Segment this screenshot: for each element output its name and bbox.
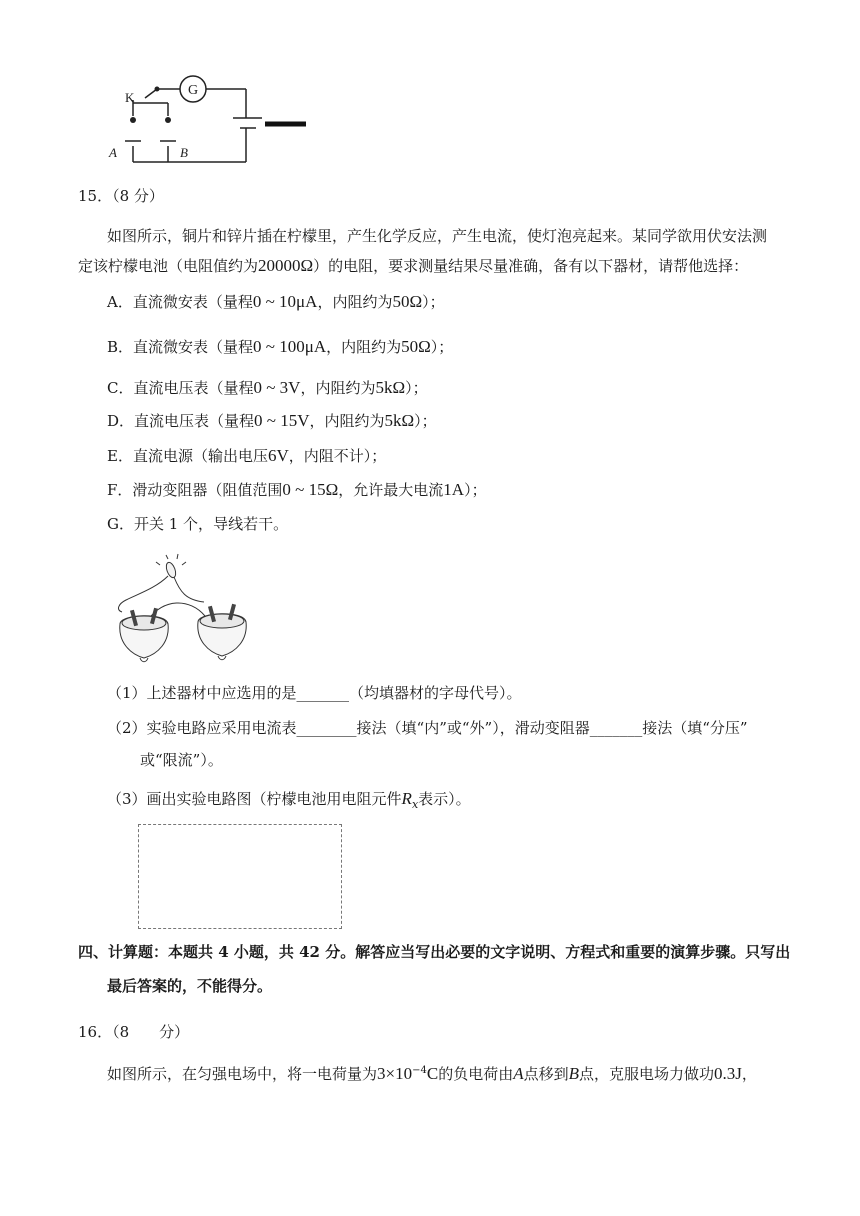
q16-text: 点，克服电场力做功 — [579, 1065, 715, 1083]
charge-value: 3×10 — [377, 1064, 413, 1083]
q15-sub2-line1: （2）实验电路应采用电流表________接法（填“内”或“外”），滑动变阻器_______接法（填“分压” — [107, 719, 748, 737]
option-text: A．直流微安表（量程 — [107, 293, 253, 311]
charge-unit: C — [426, 1064, 439, 1083]
q16-header: 16．（8 分） — [78, 1023, 190, 1041]
option-text: D．直流电压表（量程 — [107, 412, 255, 430]
resistor-subscript: x — [411, 798, 419, 811]
option-text: ，内阻不计）； — [288, 447, 387, 465]
point-a-label: A — [109, 145, 117, 160]
circuit-diagram-top — [100, 68, 315, 168]
q15-sub3 — [107, 789, 471, 815]
q15-sub3-text-end: 表示）。 — [418, 790, 471, 808]
option-range: 0 ~ 10μA — [252, 292, 318, 311]
option-range: 0 ~ 15Ω — [282, 480, 339, 499]
option-text: C．直流电压表（量程 — [107, 379, 254, 397]
option-range: 0 ~ 100μA — [253, 337, 327, 356]
switch-label: K — [125, 90, 135, 105]
option-text: ，内阻约为 — [317, 293, 393, 311]
q15-header: 15．（8 分） — [78, 187, 164, 205]
option-range: 0 ~ 15V — [254, 411, 310, 430]
circuit-drawing-box[interactable] — [138, 824, 342, 929]
option-e — [107, 446, 386, 466]
point-a: A — [513, 1064, 524, 1083]
option-resistance: 5kΩ — [384, 411, 415, 430]
q15-sub2-line2: 或“限流”）。 — [140, 751, 223, 769]
option-text: ，内阻约为 — [300, 379, 376, 397]
q16-text: 的负电荷由 — [438, 1065, 514, 1083]
option-current: 1A — [443, 480, 465, 499]
q15-sub1: （1）上述器材中应选用的是_______（均填器材的字母代号）。 — [107, 684, 522, 702]
work-value: 0.3J — [714, 1064, 742, 1083]
option-text: ，内阻约为 — [326, 338, 402, 356]
option-text: ）； — [414, 412, 437, 430]
option-text: ）； — [422, 293, 445, 311]
option-text: ，内阻约为 — [309, 412, 385, 430]
option-resistance: 50Ω — [401, 337, 431, 356]
option-g: G．开关 1 个，导线若干。 — [107, 515, 289, 533]
option-a — [107, 292, 445, 312]
q15-intro-text-end: ）的电阻，要求测量结果尽量准确，备有以下器材，请帮他选择： — [313, 257, 749, 275]
option-resistance: 5kΩ — [375, 378, 406, 397]
lemon-battery-illustration — [108, 550, 253, 668]
section4-line2: 最后答案的，不能得分。 — [107, 977, 273, 995]
section4-line1: 四、计算题：本题共 4 小题，共 42 分。解答应当写出必要的文字说明、方程式和重要的演算步骤。只写出 — [78, 943, 791, 961]
q15-sub3-text: （3）画出实验电路图（柠檬电池用电阻元件 — [107, 790, 402, 808]
option-text: F．滑动变阻器（阻值范围 — [107, 481, 283, 499]
option-text: E．直流电源（输出电压 — [107, 447, 268, 465]
option-f — [107, 480, 487, 500]
option-text: B．直流微安表（量程 — [107, 338, 254, 356]
option-c — [107, 378, 428, 398]
q16-text: ， — [741, 1065, 757, 1083]
option-d — [107, 411, 437, 431]
meter-label: G — [187, 83, 199, 98]
q15-resistance-value: 20000Ω — [258, 256, 314, 275]
q16-text: 如图所示，在匀强电场中，将一电荷量为 — [107, 1065, 378, 1083]
q15-intro-text: 定该柠檬电池（电阻值约为 — [78, 257, 259, 275]
option-b — [107, 337, 453, 357]
option-text: ，允许最大电流 — [338, 481, 444, 499]
option-text: ）； — [464, 481, 487, 499]
option-text: ）； — [430, 338, 454, 356]
option-text: ）； — [405, 379, 428, 397]
point-b-label: B — [180, 145, 188, 160]
option-range: 0 ~ 3V — [253, 378, 301, 397]
resistor-symbol: R — [401, 789, 412, 808]
q15-intro-line2 — [78, 256, 748, 276]
point-b: B — [568, 1064, 580, 1083]
option-resistance: 50Ω — [392, 292, 423, 311]
q15-intro-line1: 如图所示，铜片和锌片插在柠檬里，产生化学反应，产生电流，使灯泡亮起来。某同学欲用伏安法测 — [107, 227, 768, 245]
charge-exponent: −4 — [412, 1065, 427, 1076]
q16-line1 — [107, 1061, 757, 1084]
q16-text: 点移到 — [523, 1065, 569, 1083]
option-voltage: 6V — [267, 446, 289, 465]
